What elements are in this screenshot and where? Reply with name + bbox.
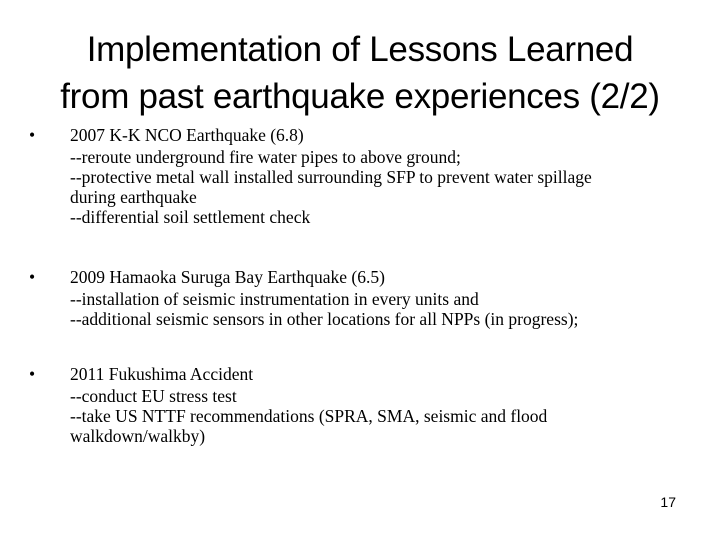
bullet-dot-icon: • — [29, 364, 36, 384]
bullet-dot-icon: • — [29, 125, 36, 145]
bullet-sub-line: during earthquake — [70, 187, 197, 207]
bullet-sub-line: --conduct EU stress test — [70, 386, 237, 406]
slide-page-number: 17 — [660, 494, 676, 510]
bullet-dot-icon: • — [29, 267, 36, 287]
bullet-item-body — [70, 123, 690, 227]
bullet-heading: 2007 K-K NCO Earthquake (6.8) — [70, 125, 304, 145]
bullet-item-body — [70, 362, 690, 446]
bullet-sub-line: --installation of seismic instrumentation in every units and — [70, 289, 479, 309]
bullet-heading: 2011 Fukushima Accident — [70, 364, 254, 384]
bullet-sub-line: --reroute underground fire water pipes to above ground; — [70, 147, 461, 167]
bullet-sub-line: walkdown/walkby) — [70, 426, 206, 446]
slide-title-line-2: from past earthquake experiences (2/2) — [60, 77, 660, 116]
bullet-sub-line: --take US NTTF recommendations (SPRA, SMA, seismic and flood — [70, 406, 548, 426]
slide-title-line-1: Implementation of Lessons Learned — [86, 30, 634, 69]
bullet-sub-line: --differential soil settlement check — [70, 207, 311, 227]
bullet-item-body — [70, 265, 690, 329]
bullet-sub-line: --additional seismic sensors in other locations for all NPPs (in progress); — [70, 309, 579, 329]
bullet-heading: 2009 Hamaoka Suruga Bay Earthquake (6.5) — [70, 267, 385, 287]
bullet-sub-line: --protective metal wall installed surrounding SFP to prevent water spillage — [70, 167, 592, 187]
